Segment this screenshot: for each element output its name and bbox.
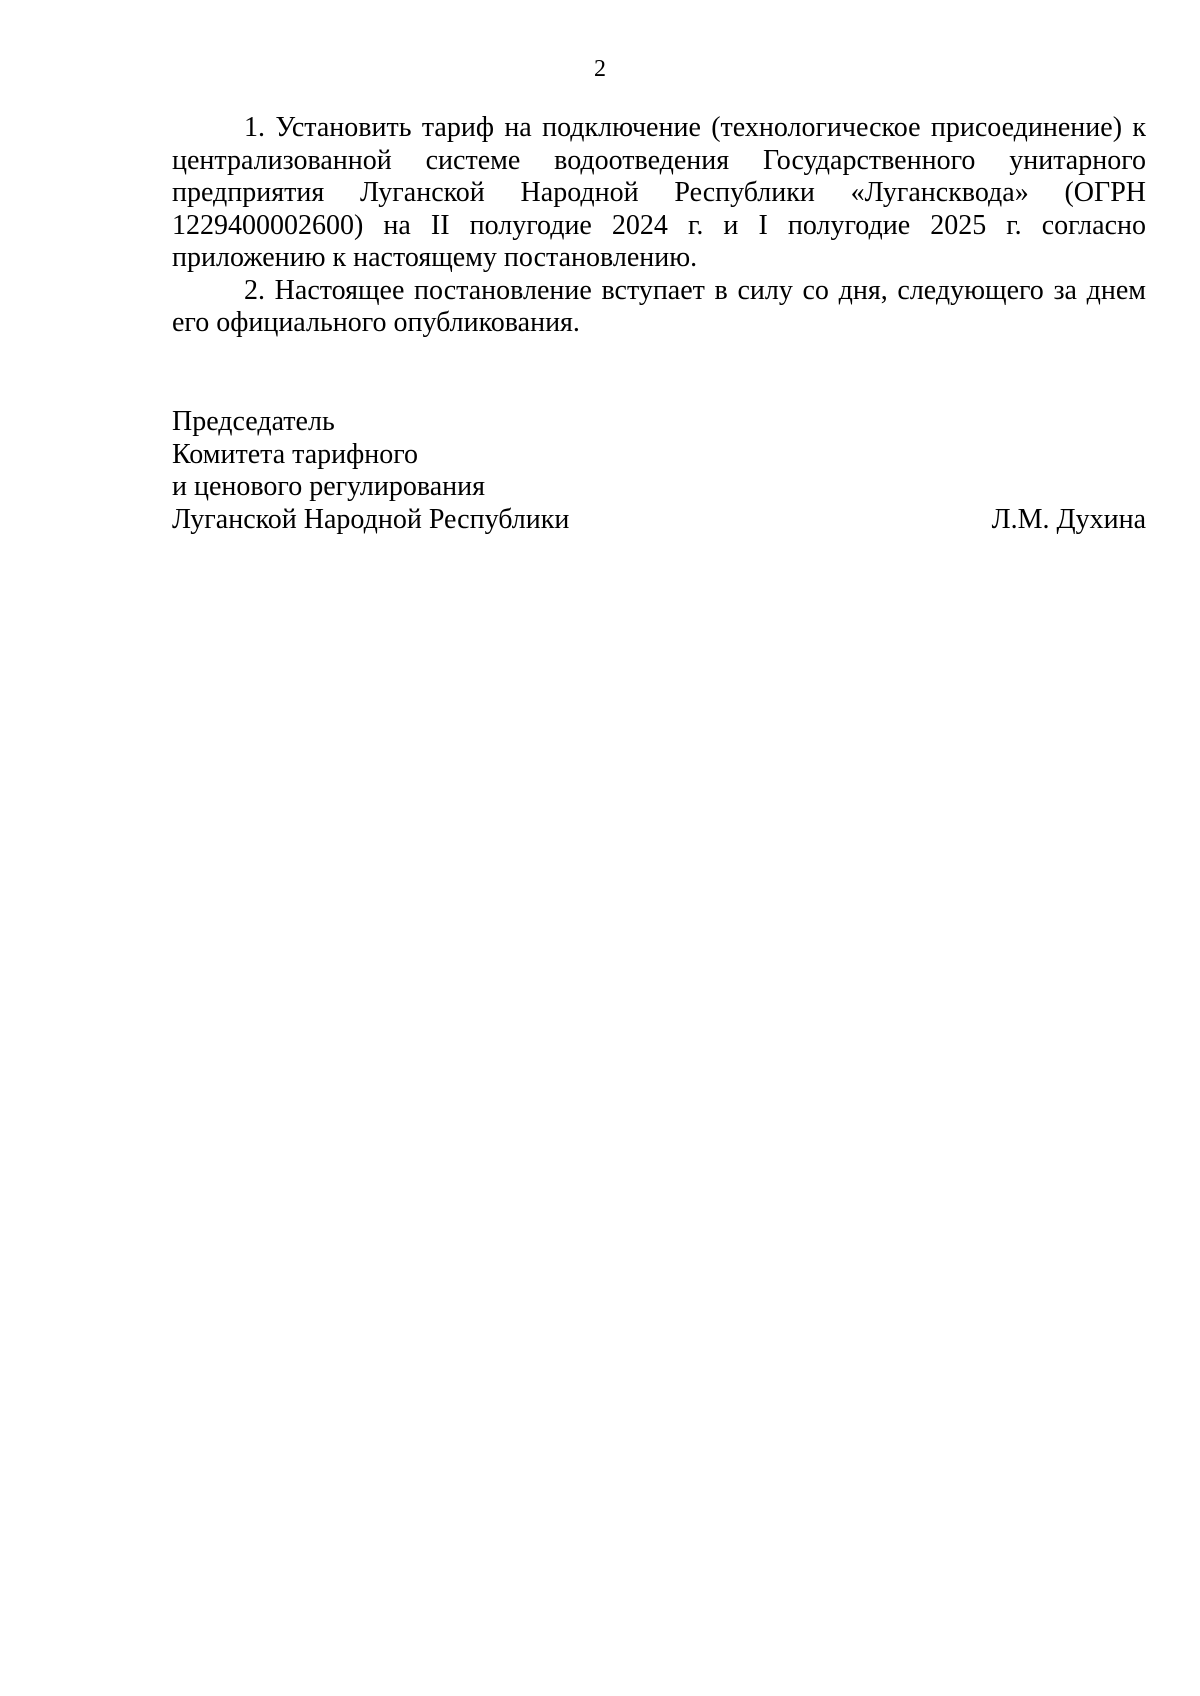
document-body: [172, 112, 1146, 340]
signature-block: [172, 406, 1146, 536]
paragraph-2: 2. Настоящее постановление вступает в силу со дня, следующего за днем его официального опубликования.: [172, 274, 1146, 338]
paragraph-1: 1. Установить тариф на подключение (технологическое присоединение) к централизованной системе водоотведения Государственного унитарного предприятия Луганской Народной Республики «Лугансквода» (ОГРН 1229400002600) на II полугодие 2024 г. и I полугодие 2025 г. согласно приложению к настоящему постановлению.: [172, 112, 1146, 273]
page-number: 2: [594, 56, 606, 82]
signatory-name: Л.М. Духина: [991, 503, 1146, 535]
signature-title-line: Комитета тарифного: [172, 438, 419, 470]
signature-last-row: [172, 504, 1146, 537]
signature-title-line: Председатель: [172, 406, 335, 437]
signature-title-line: и ценового регулирования: [172, 471, 485, 502]
signature-title-line: Луганской Народной Республики: [172, 503, 570, 535]
